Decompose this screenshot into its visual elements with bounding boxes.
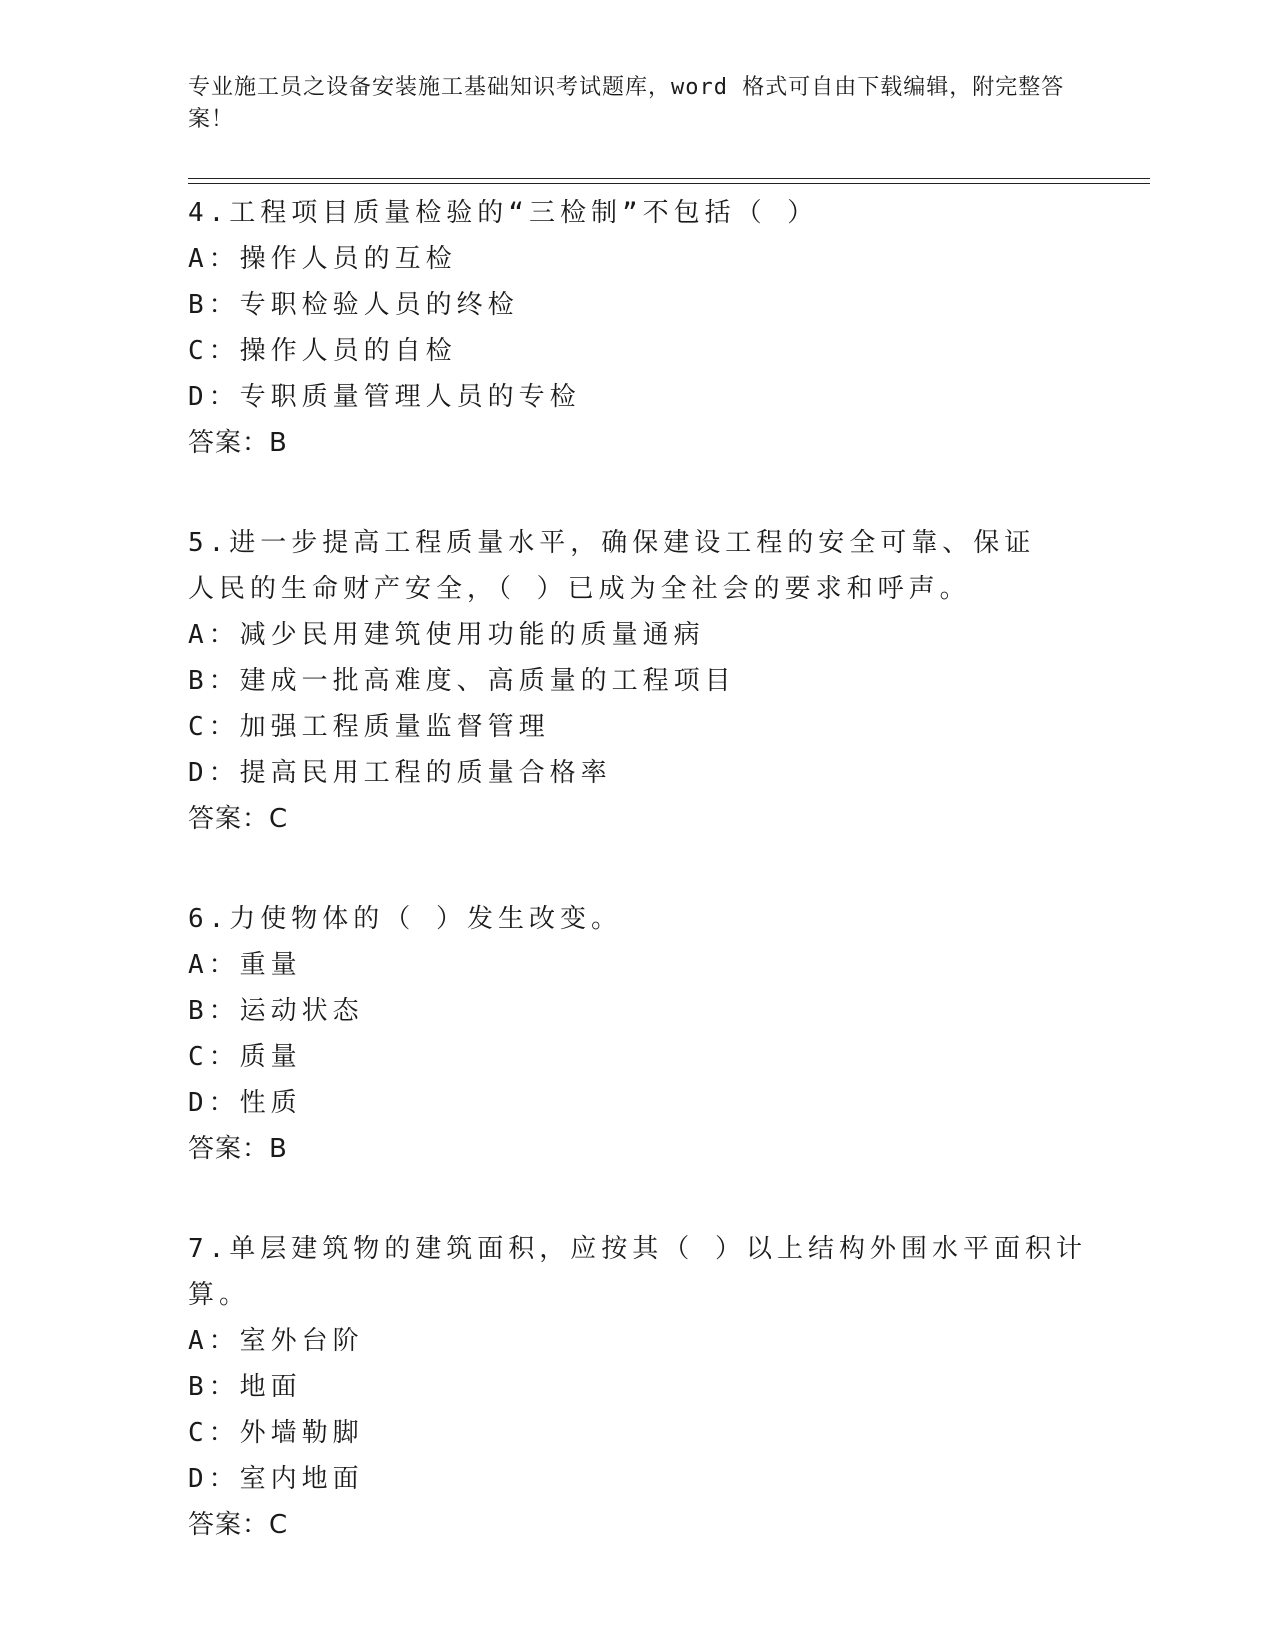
question-stem: 5.进一步提高工程质量水平，确保建设工程的安全可靠、保证人民的生命财产安全，（ ）已成为全社会的要求和呼声。 <box>188 528 1036 604</box>
option-d: D：性质 <box>188 1088 302 1118</box>
question-stem: 6.力使物体的（ ）发生改变。 <box>188 904 622 934</box>
option-b: B：地面 <box>188 1372 302 1402</box>
header-divider-top <box>188 178 1150 179</box>
option-d: D：专职质量管理人员的专检 <box>188 382 581 412</box>
question-4 <box>188 190 1088 466</box>
option-b: B：建成一批高难度、高质量的工程项目 <box>188 666 736 696</box>
question-7 <box>188 1226 1088 1548</box>
option-b: B：运动状态 <box>188 996 364 1026</box>
answer-label: 答案：C <box>188 804 289 834</box>
option-d: D：提高民用工程的质量合格率 <box>188 758 612 788</box>
answer-label: 答案：B <box>188 1134 288 1164</box>
option-a: A：重量 <box>188 950 302 980</box>
document-header: 专业施工员之设备安装施工基础知识考试题库，word 格式可自由下载编辑，附完整答案！ <box>188 75 1065 132</box>
answer-label: 答案：C <box>188 1510 289 1540</box>
option-c: C：外墙勒脚 <box>188 1418 364 1448</box>
option-a: A：操作人员的互检 <box>188 244 457 274</box>
question-list <box>188 190 1088 1602</box>
option-a: A：减少民用建筑使用功能的质量通病 <box>188 620 705 650</box>
question-stem: 4.工程项目质量检验的“三检制”不包括（ ） <box>188 198 819 228</box>
option-c: C：质量 <box>188 1042 302 1072</box>
option-c: C：操作人员的自检 <box>188 336 457 366</box>
option-d: D：室内地面 <box>188 1464 364 1494</box>
option-b: B：专职检验人员的终检 <box>188 290 519 320</box>
question-5 <box>188 520 1088 842</box>
option-a: A：室外台阶 <box>188 1326 364 1356</box>
option-c: C：加强工程质量监督管理 <box>188 712 550 742</box>
question-6 <box>188 896 1088 1172</box>
header-divider-bottom <box>188 183 1150 184</box>
question-stem: 7.单层建筑物的建筑面积，应按其（ ）以上结构外围水平面积计算。 <box>188 1234 1087 1310</box>
answer-label: 答案：B <box>188 428 288 458</box>
